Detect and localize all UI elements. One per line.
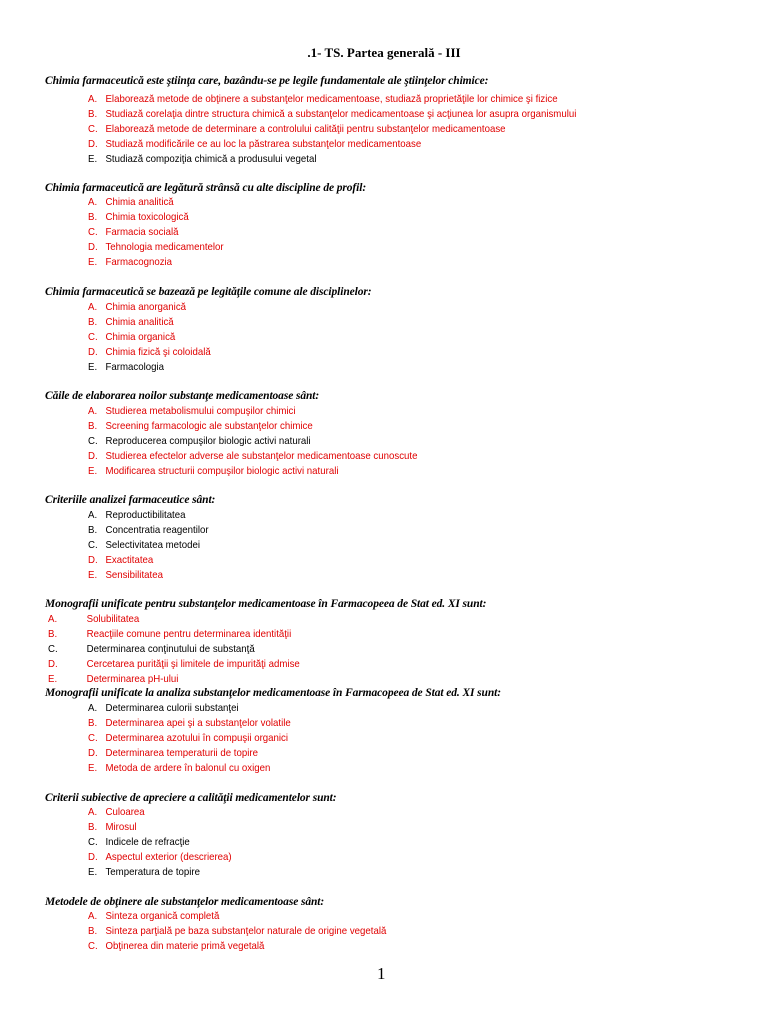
- option-letter: A.: [88, 301, 98, 313]
- answer-option-correct: [88, 93, 558, 105]
- answer-option-correct: [88, 465, 338, 477]
- option-text: Solubilitatea: [86, 613, 140, 625]
- option-letter: D.: [88, 554, 98, 566]
- option-text: Studiază modificările ce au loc la păstrarea substanţelor medicamentoase: [105, 138, 422, 150]
- answer-option-correct: [88, 108, 576, 120]
- question-text: Monografii unificate pentru substanţelor medicamentoase în Farmacopeea de Stat ed. XI sunt:: [45, 598, 487, 610]
- answer-option-correct: [88, 256, 172, 268]
- option-text: Elaborează metode de determinare a controlului calităţii pentru substanţelor medicamentoase: [105, 123, 506, 135]
- option-letter: A.: [88, 196, 98, 208]
- page-title: .1- TS. Partea generală - III: [307, 45, 461, 60]
- answer-option-correct: [88, 762, 270, 774]
- answer-option-correct: [88, 123, 506, 135]
- option-text: Chimia organică: [105, 331, 176, 343]
- option-letter: B.: [88, 717, 98, 729]
- answer-option-correct: [88, 138, 421, 150]
- option-letter: B.: [88, 211, 98, 223]
- answer-option-correct: [88, 226, 179, 238]
- question-text: Monografii unificate la analiza substanţelor medicamentoase în Farmacopeea de Stat ed. XI sunt:: [45, 687, 501, 699]
- answer-option-correct: [88, 316, 174, 328]
- option-letter: E.: [48, 673, 58, 685]
- answer-option-correct: [88, 450, 417, 462]
- option-letter: D.: [88, 450, 98, 462]
- option-letter: B.: [88, 925, 98, 937]
- answer-option-correct: [88, 420, 313, 432]
- option-letter: B.: [88, 316, 98, 328]
- answer-option: [88, 836, 190, 848]
- question-text: Chimia farmaceutică are legătură strânsă cu alte discipline de profil:: [45, 182, 367, 194]
- option-letter: E.: [88, 762, 98, 774]
- option-text: Chimia anorganică: [105, 301, 187, 313]
- option-letter: C.: [88, 123, 98, 135]
- option-letter: E.: [88, 153, 98, 165]
- option-letter: E.: [88, 569, 98, 581]
- option-letter: C.: [88, 940, 98, 952]
- option-letter: A.: [48, 613, 58, 625]
- answer-option: [88, 524, 209, 536]
- option-text: Farmacologia: [105, 361, 165, 373]
- option-letter: E.: [88, 465, 98, 477]
- option-text: Studiază compoziţia chimică a produsului vegetal: [105, 153, 317, 165]
- answer-option: [88, 702, 239, 714]
- answer-option: [88, 509, 185, 521]
- option-letter: E.: [88, 256, 98, 268]
- option-text: Determinarea culorii substanţei: [105, 702, 239, 714]
- answer-option-correct: [88, 925, 386, 937]
- option-text: Culoarea: [105, 806, 145, 818]
- option-text: Studierea metabolismului compuşilor chimici: [105, 405, 296, 417]
- option-letter: D.: [88, 138, 98, 150]
- option-text: Reacţiile comune pentru determinarea identităţii: [86, 628, 292, 640]
- option-text: Sinteza organică completă: [105, 910, 220, 922]
- option-text: Temperatura de topire: [105, 866, 200, 878]
- question-text: Căile de elaborarea noilor substanţe medicamentoase sânt:: [45, 390, 320, 402]
- answer-option-correct: [88, 405, 296, 417]
- option-text: Reproductibilitatea: [105, 509, 186, 521]
- option-letter: D.: [48, 658, 58, 670]
- answer-option-correct: [88, 346, 211, 358]
- option-text: Determinarea apei şi a substanţelor volatile: [105, 717, 291, 729]
- answer-option-correct: [88, 747, 258, 759]
- option-letter: E.: [88, 361, 98, 373]
- answer-option-correct: [88, 211, 189, 223]
- option-text: Indicele de refracţie: [105, 836, 190, 848]
- option-letter: C.: [88, 836, 98, 848]
- option-text: Determinarea azotului în compuşii organici: [105, 732, 289, 744]
- option-text: Exactitatea: [105, 554, 154, 566]
- option-text: Determinarea temperaturii de topire: [105, 747, 258, 759]
- answer-option-correct: [48, 658, 300, 670]
- answer-option-correct: [88, 241, 224, 253]
- option-text: Chimia toxicologică: [105, 211, 189, 223]
- option-letter: A.: [88, 93, 98, 105]
- option-text: Studiază corelaţia dintre structura chimică a substanţelor medicamentoase şi acţiunea lor asupra organismului: [105, 108, 577, 120]
- option-text: Mirosul: [105, 821, 137, 833]
- option-text: Concentratia reagentilor: [105, 524, 209, 536]
- option-text: Cercetarea purităţii şi limitele de impurităţi admise: [86, 658, 300, 670]
- option-letter: C.: [88, 435, 98, 447]
- option-letter: D.: [88, 851, 98, 863]
- option-letter: A.: [88, 509, 98, 521]
- answer-option: [88, 361, 164, 373]
- option-letter: A.: [88, 702, 98, 714]
- option-text: Determinarea conţinutului de substanţă: [86, 643, 255, 655]
- option-letter: D.: [88, 241, 98, 253]
- question-text: Criteriile analizei farmaceutice sânt:: [45, 494, 216, 506]
- option-letter: D.: [88, 346, 98, 358]
- answer-option: [88, 539, 200, 551]
- answer-option-correct: [88, 569, 163, 581]
- option-text: Screening farmacologic ale substanţelor chimice: [105, 420, 313, 432]
- option-text: Chimia fizică şi coloidală: [105, 346, 211, 358]
- answer-option-correct: [88, 821, 137, 833]
- option-letter: B.: [88, 821, 98, 833]
- option-text: Determinarea pH-ului: [86, 673, 179, 685]
- answer-option: [48, 643, 255, 655]
- option-text: Tehnologia medicamentelor: [105, 241, 224, 253]
- option-letter: A.: [88, 910, 98, 922]
- option-letter: B.: [88, 524, 98, 536]
- option-text: Sensibilitatea: [105, 569, 163, 581]
- answer-option-correct: [88, 554, 153, 566]
- option-text: Aspectul exterior (descrierea): [105, 851, 232, 863]
- option-letter: B.: [48, 628, 58, 640]
- question-text: Chimia farmaceutică se bazează pe legităţile comune ale disciplinelor:: [45, 286, 372, 298]
- option-letter: C.: [88, 539, 98, 551]
- option-letter: C.: [88, 226, 98, 238]
- option-letter: C.: [48, 643, 58, 655]
- question-text: Criterii subiective de apreciere a calităţii medicamentelor sunt:: [45, 792, 337, 804]
- option-text: Modificarea structurii compuşilor biologic activi naturali: [105, 465, 339, 477]
- option-letter: A.: [88, 806, 98, 818]
- answer-option-correct: [88, 331, 175, 343]
- option-text: Elaborează metode de obţinere a substanţelor medicamentoase, studiază proprietăţile lor chimice şi fizice: [105, 93, 558, 105]
- answer-option: [88, 153, 317, 165]
- answer-option-correct: [88, 717, 291, 729]
- option-text: Farmacognozia: [105, 256, 173, 268]
- answer-option-correct: [48, 613, 139, 625]
- option-text: Chimia analitică: [105, 196, 174, 208]
- question-text: Metodele de obţinere ale substanţelor medicamentoase sânt:: [45, 896, 325, 908]
- answer-option-correct: [88, 301, 186, 313]
- answer-option: [88, 435, 311, 447]
- option-letter: B.: [88, 108, 98, 120]
- answer-option-correct: [88, 732, 288, 744]
- answer-option: [88, 866, 200, 878]
- option-text: Selectivitatea metodei: [105, 539, 200, 551]
- answer-option-correct: [88, 806, 145, 818]
- option-letter: B.: [88, 420, 98, 432]
- option-text: Farmacia socială: [105, 226, 179, 238]
- option-text: Reproducerea compuşilor biologic activi naturali: [105, 435, 311, 447]
- answer-option-correct: [88, 196, 174, 208]
- option-letter: C.: [88, 331, 98, 343]
- option-letter: C.: [88, 732, 98, 744]
- question-text: Chimia farmaceutică este ştiinţa care, bazându-se pe legile fundamentale ale ştiinţelor chimice:: [45, 75, 489, 87]
- answer-option-correct: [88, 851, 232, 863]
- option-text: Studierea efectelor adverse ale substanţelor medicamentoase cunoscute: [105, 450, 418, 462]
- option-text: Chimia analitică: [105, 316, 174, 328]
- answer-option-correct: [88, 910, 219, 922]
- option-text: Metoda de ardere în balonul cu oxigen: [105, 762, 271, 774]
- option-letter: E.: [88, 866, 98, 878]
- answer-option-correct: [88, 940, 264, 952]
- answer-option-correct: [48, 673, 178, 685]
- option-text: Sinteza parţială pe baza substanţelor naturale de origine vegetală: [105, 925, 387, 937]
- answer-option-correct: [48, 628, 291, 640]
- option-letter: D.: [88, 747, 98, 759]
- option-text: Obţinerea din materie primă vegetală: [105, 940, 265, 952]
- option-letter: A.: [88, 405, 98, 417]
- page-number: 1: [377, 964, 386, 983]
